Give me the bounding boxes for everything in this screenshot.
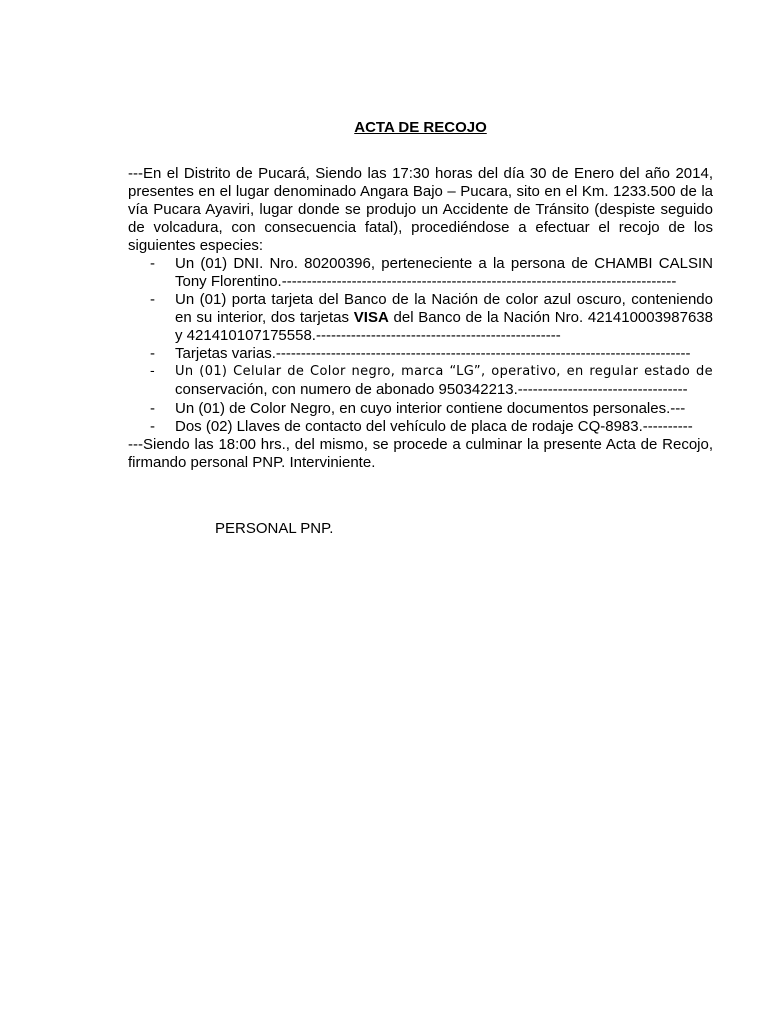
list-item: [128, 345, 713, 363]
list-item: [128, 418, 713, 436]
item-text: Un (01) de Color Negro, en cuyo interior contiene documentos personales.---: [175, 400, 686, 417]
bullet-dash: -: [150, 400, 155, 417]
item-text: Un (01) DNI. Nro. 80200396, perteneciente a la persona de CHAMBI CALSIN Tony Florentino.-------------------------------------------------------------------------------: [175, 255, 713, 290]
closing-paragraph: ---Siendo las 18:00 hrs., del mismo, se procede a culminar la presente Acta de Recojo, firmando personal PNP. Interviniente.: [128, 436, 713, 471]
intro-paragraph: ---En el Distrito de Pucará, Siendo las 17:30 horas del día 30 de Enero del año 2014, presentes en el lugar denominado Angara Bajo – Pucara, sito en el Km. 1233.500 de la vía Pucara Ayaviri, lugar donde se produjo un Accidente de Tránsito (despiste seguido de volcadura, con consecuencia fatal), procediéndose a efectuar el recojo de los siguientes especies:: [128, 165, 713, 254]
bullet-dash: -: [150, 345, 155, 362]
list-item: [128, 255, 713, 291]
list-item: [128, 363, 713, 400]
item-bold-text: VISA: [353, 309, 389, 326]
document-page: [128, 0, 713, 1024]
items-list: [128, 255, 713, 436]
item-text: Tarjetas varias.-----------------------------------------------------------------------------------: [175, 345, 691, 362]
signature-line: PERSONAL PNP.: [215, 520, 334, 537]
item-text: Un (01) porta tarjeta del Banco de la Nación de color azul oscuro, conteniendo en su interior, dos tarjetas: [175, 291, 713, 326]
item-text: Un (01) Celular de Color negro, marca “LG”, operativo, en regular estado de: [175, 364, 713, 379]
bullet-dash: -: [150, 291, 155, 308]
list-item: [128, 400, 713, 418]
bullet-dash: -: [150, 418, 155, 435]
item-text: del Banco de la Nación Nro. 421410003987638 y 421410107175558.-------------------------------------------------: [175, 309, 713, 344]
document-title: ACTA DE RECOJO: [354, 119, 487, 136]
bullet-dash: -: [150, 364, 156, 379]
list-item: [128, 291, 713, 345]
bullet-dash: -: [150, 255, 155, 272]
item-text-continuation: conservación, con numero de abonado 950342213.----------------------------------: [175, 381, 688, 398]
item-text: Dos (02) Llaves de contacto del vehículo de placa de rodaje CQ-8983.----------: [175, 418, 693, 435]
